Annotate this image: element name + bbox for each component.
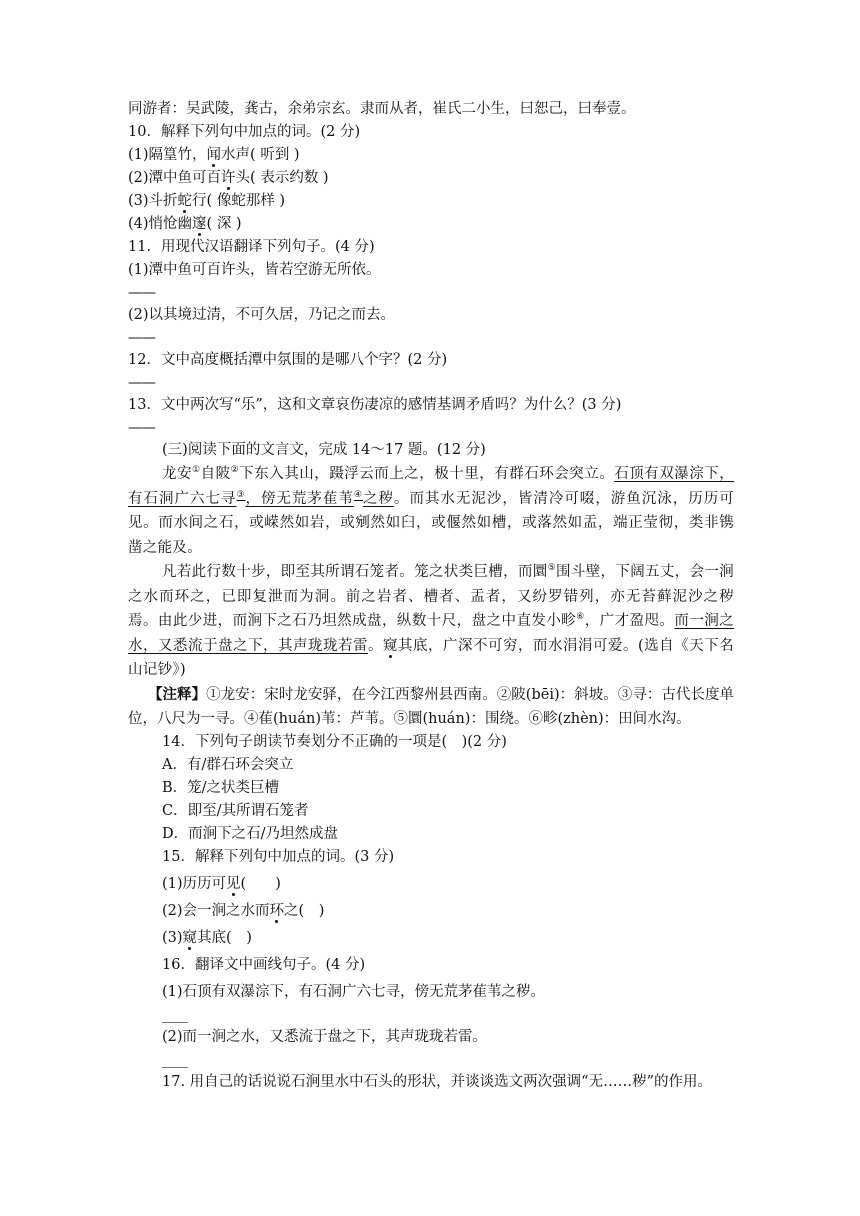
q14-title: 14．下列句子朗读节奏划分不正确的一项是( )(2 分): [162, 733, 507, 750]
q16-title: 16．翻译文中画线句子。(4 分): [162, 956, 366, 973]
answer-blank: ____: [162, 1006, 187, 1023]
q15-item-3: (3)窥其底( ): [162, 929, 252, 946]
q10-item-3: (3)斗折蛇行( 像蛇那样 ): [128, 193, 286, 209]
q10-title: 10．解释下列句中加点的词。(2 分): [128, 124, 361, 140]
q11-sentence-1: (1)潭中鱼可百许头，皆若空游无所依。: [128, 262, 381, 278]
answer-blank: ____: [162, 1051, 187, 1068]
q12-question: 12．文中高度概括潭中氛围的是哪八个字？(2 分): [128, 352, 448, 368]
q15-item-2: (2)会一涧之水而环之( ): [162, 902, 325, 919]
q10-item-1: (1)隔篁竹，闻水声( 听到 ): [128, 147, 300, 163]
q11-title: 11．用现代汉语翻译下列句子。(4 分): [128, 239, 375, 255]
q16-sentence-2: (2)而一涧之水，又悉流于盘之下，其声珑珑若雷。: [162, 1028, 488, 1045]
annotation-note: 【注释】①龙安：宋时龙安驿，在今江西黎州县西南。②陂(bēi)：斜坡。③寻：古代长度单位，八尺为一寻。④萑(huán)苇：芦苇。⑤圜(huán)：围绕。⑥畛(zhèn)：田间水沟。: [128, 685, 734, 727]
section-3-heading: (三)阅读下面的文言文，完成 14～17 题。(12 分): [162, 442, 486, 458]
passage-paragraph-1: 龙安①自陂②下东入其山，蹑浮云而上之，极十里，有群石环会突立。石顶有双瀑淙下，有石洞广六七寻③，傍无荒茅萑苇④之秽。而其水无泥沙，皆清冷可啜，游鱼沉泳，历历可见。而水间之石，或嵘然如岩，或剜然如臼，或偃然如槽，或落然如盂，端正莹彻，类非镌凿之能及。: [128, 465, 735, 556]
q10-item-4: (4)悄怆幽邃( 深 ): [128, 216, 242, 232]
intro-line: 同游者：吴武陵，龚古，余弟宗玄。隶而从者，崔氏二小生，曰恕己，曰奉壹。: [128, 101, 636, 117]
q13-question: 13．文中两次写“乐”，这和文章哀伤凄凉的感情基调矛盾吗？为什么？(3 分): [128, 397, 622, 413]
q14-option-a: A．有/群石环会突立: [162, 756, 294, 773]
worksheet-page: [128, 98, 734, 1094]
answer-blank: ——: [128, 285, 155, 301]
q17-question: 17. 用自己的话说说石涧里水中石头的形状，并谈谈选文两次强调“无……秽”的作用。: [162, 1073, 712, 1090]
answer-blank: ——: [128, 330, 155, 346]
q14-option-b: B．笼/之状类巨槽: [162, 779, 280, 796]
answer-blank: ——: [128, 420, 155, 436]
q11-sentence-2: (2)以其境过清，不可久居，乃记之而去。: [128, 307, 396, 323]
q15-title: 15．解释下列句中加点的词。(3 分): [162, 848, 395, 865]
note-label: 【注释】: [148, 685, 207, 703]
answer-blank: ——: [128, 375, 155, 391]
q15-item-1: (1)历历可见( ): [162, 875, 281, 892]
q10-item-2: (2)潭中鱼可百许头( 表示约数 ): [128, 170, 329, 186]
q16-sentence-1: (1)石顶有双瀑淙下，有石洞广六七寻，傍无荒茅萑苇之秽。: [162, 983, 546, 1000]
passage-paragraph-2: 凡若此行数十步，即至其所谓石笼者。笼之状类巨槽，而圜⑤围斗壁，下阔五丈，会一涧之水而环之，已即复泄而为洞。前之岩者、槽者、盂者，又纷罗错列，亦无苔藓泥沙之秽焉。由此少进，而涧下之石乃坦然成盘，纵数十尺，盘之中直发小畛⑥，广才盈咫。而一涧之水，又悉流于盘之下，其声珑珑若雷。窥其底，广深不可穷，而水涓涓可爱。(选自《天下名山记钞》): [128, 563, 735, 678]
q14-option-c: C．即至/其所谓石笼者: [162, 802, 309, 819]
q14-option-d: D．而涧下之石/乃坦然成盘: [162, 825, 339, 842]
